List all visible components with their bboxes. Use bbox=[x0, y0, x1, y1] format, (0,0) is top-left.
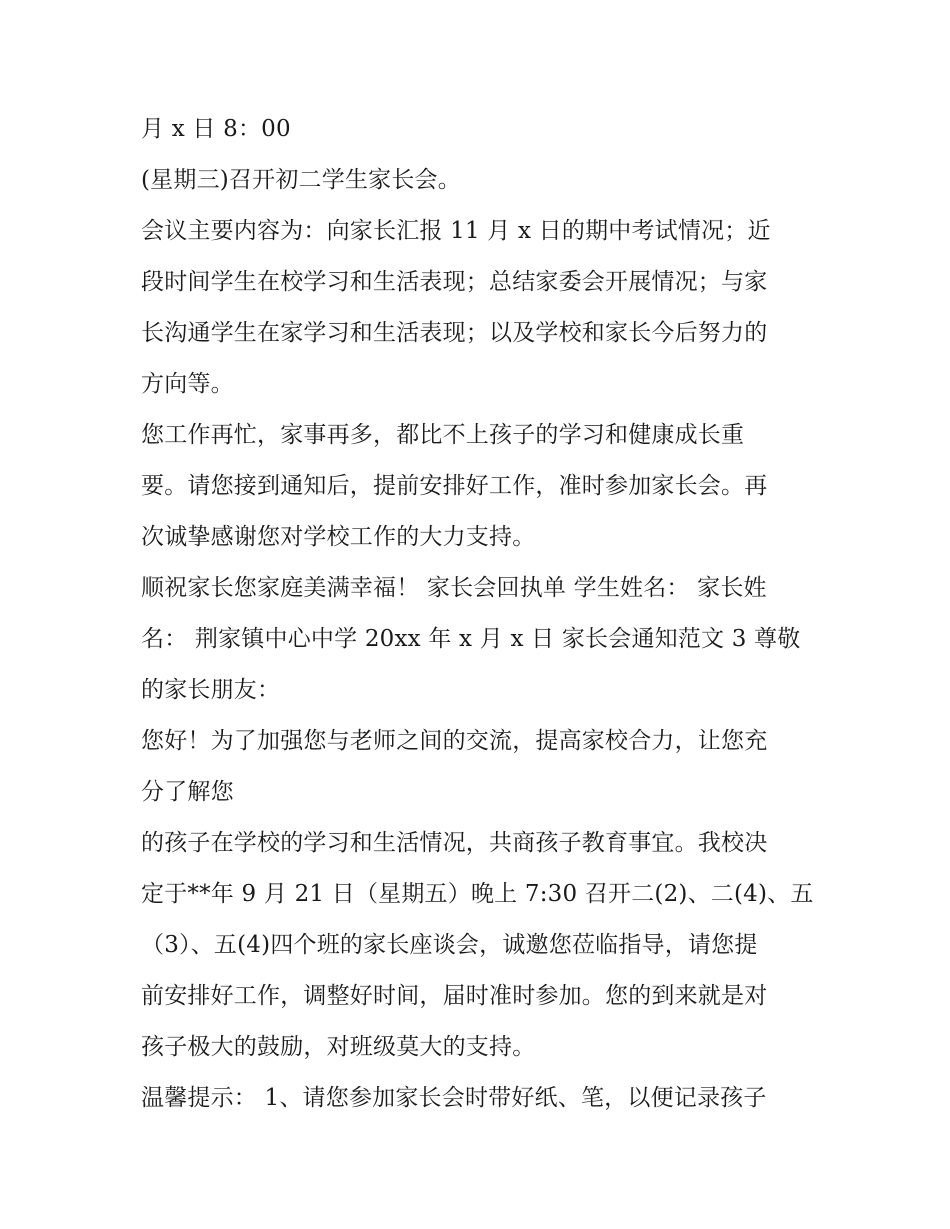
text-line: 顺祝家长您家庭美满幸福！ 家长会回执单 学生姓名： 家长姓 bbox=[141, 575, 767, 601]
text-line: 前安排好工作，调整好时间，届时准时参加。您的到来就是对 bbox=[141, 983, 768, 1009]
text-line: (星期三)召开初二学生家长会。 bbox=[141, 167, 461, 193]
text-line: （3）、五(4)四个班的家长座谈会，诚邀您莅临指导，请您提 bbox=[141, 932, 758, 958]
text-line: 要。请您接到通知后，提前安排好工作，准时参加家长会。再 bbox=[141, 473, 768, 499]
text-line: 您好！为了加强您与老师之间的交流，提高家校合力，让您充 bbox=[141, 728, 768, 754]
text-line: 温馨提示： 1、请您参加家长会时带好纸、笔，以便记录孩子 bbox=[141, 1085, 767, 1111]
text-line: 会议主要内容为：向家长汇报 11 月 x 日的期中考试情况；近 bbox=[141, 218, 771, 244]
text-line: 的家长朋友： bbox=[141, 677, 281, 703]
text-line: 名： 荆家镇中心中学 20xx 年 x 月 x 日 家长会通知范文 3 尊敬 bbox=[141, 626, 801, 652]
text-line: 的孩子在学校的学习和生活情况，共商孩子教育事宜。我校决 bbox=[141, 830, 768, 856]
text-line: 月 x 日 8：00 bbox=[141, 116, 291, 142]
text-line: 长沟通学生在家学习和生活表现；以及学校和家长今后努力的 bbox=[141, 320, 768, 346]
text-line: 次诚挚感谢您对学校工作的大力支持。 bbox=[141, 524, 536, 550]
text-line: 分了解您 bbox=[141, 779, 234, 805]
text-line: 定于**年 9 月 21 日（星期五）晚上 7:30 召开二(2)、二(4)、五 bbox=[141, 881, 814, 907]
text-line: 方向等。 bbox=[141, 371, 234, 397]
text-line: 您工作再忙，家事再多，都比不上孩子的学习和健康成长重 bbox=[141, 422, 745, 448]
text-line: 孩子极大的鼓励，对班级莫大的支持。 bbox=[141, 1034, 536, 1060]
text-line: 段时间学生在校学习和生活表现；总结家委会开展情况；与家 bbox=[141, 269, 768, 295]
